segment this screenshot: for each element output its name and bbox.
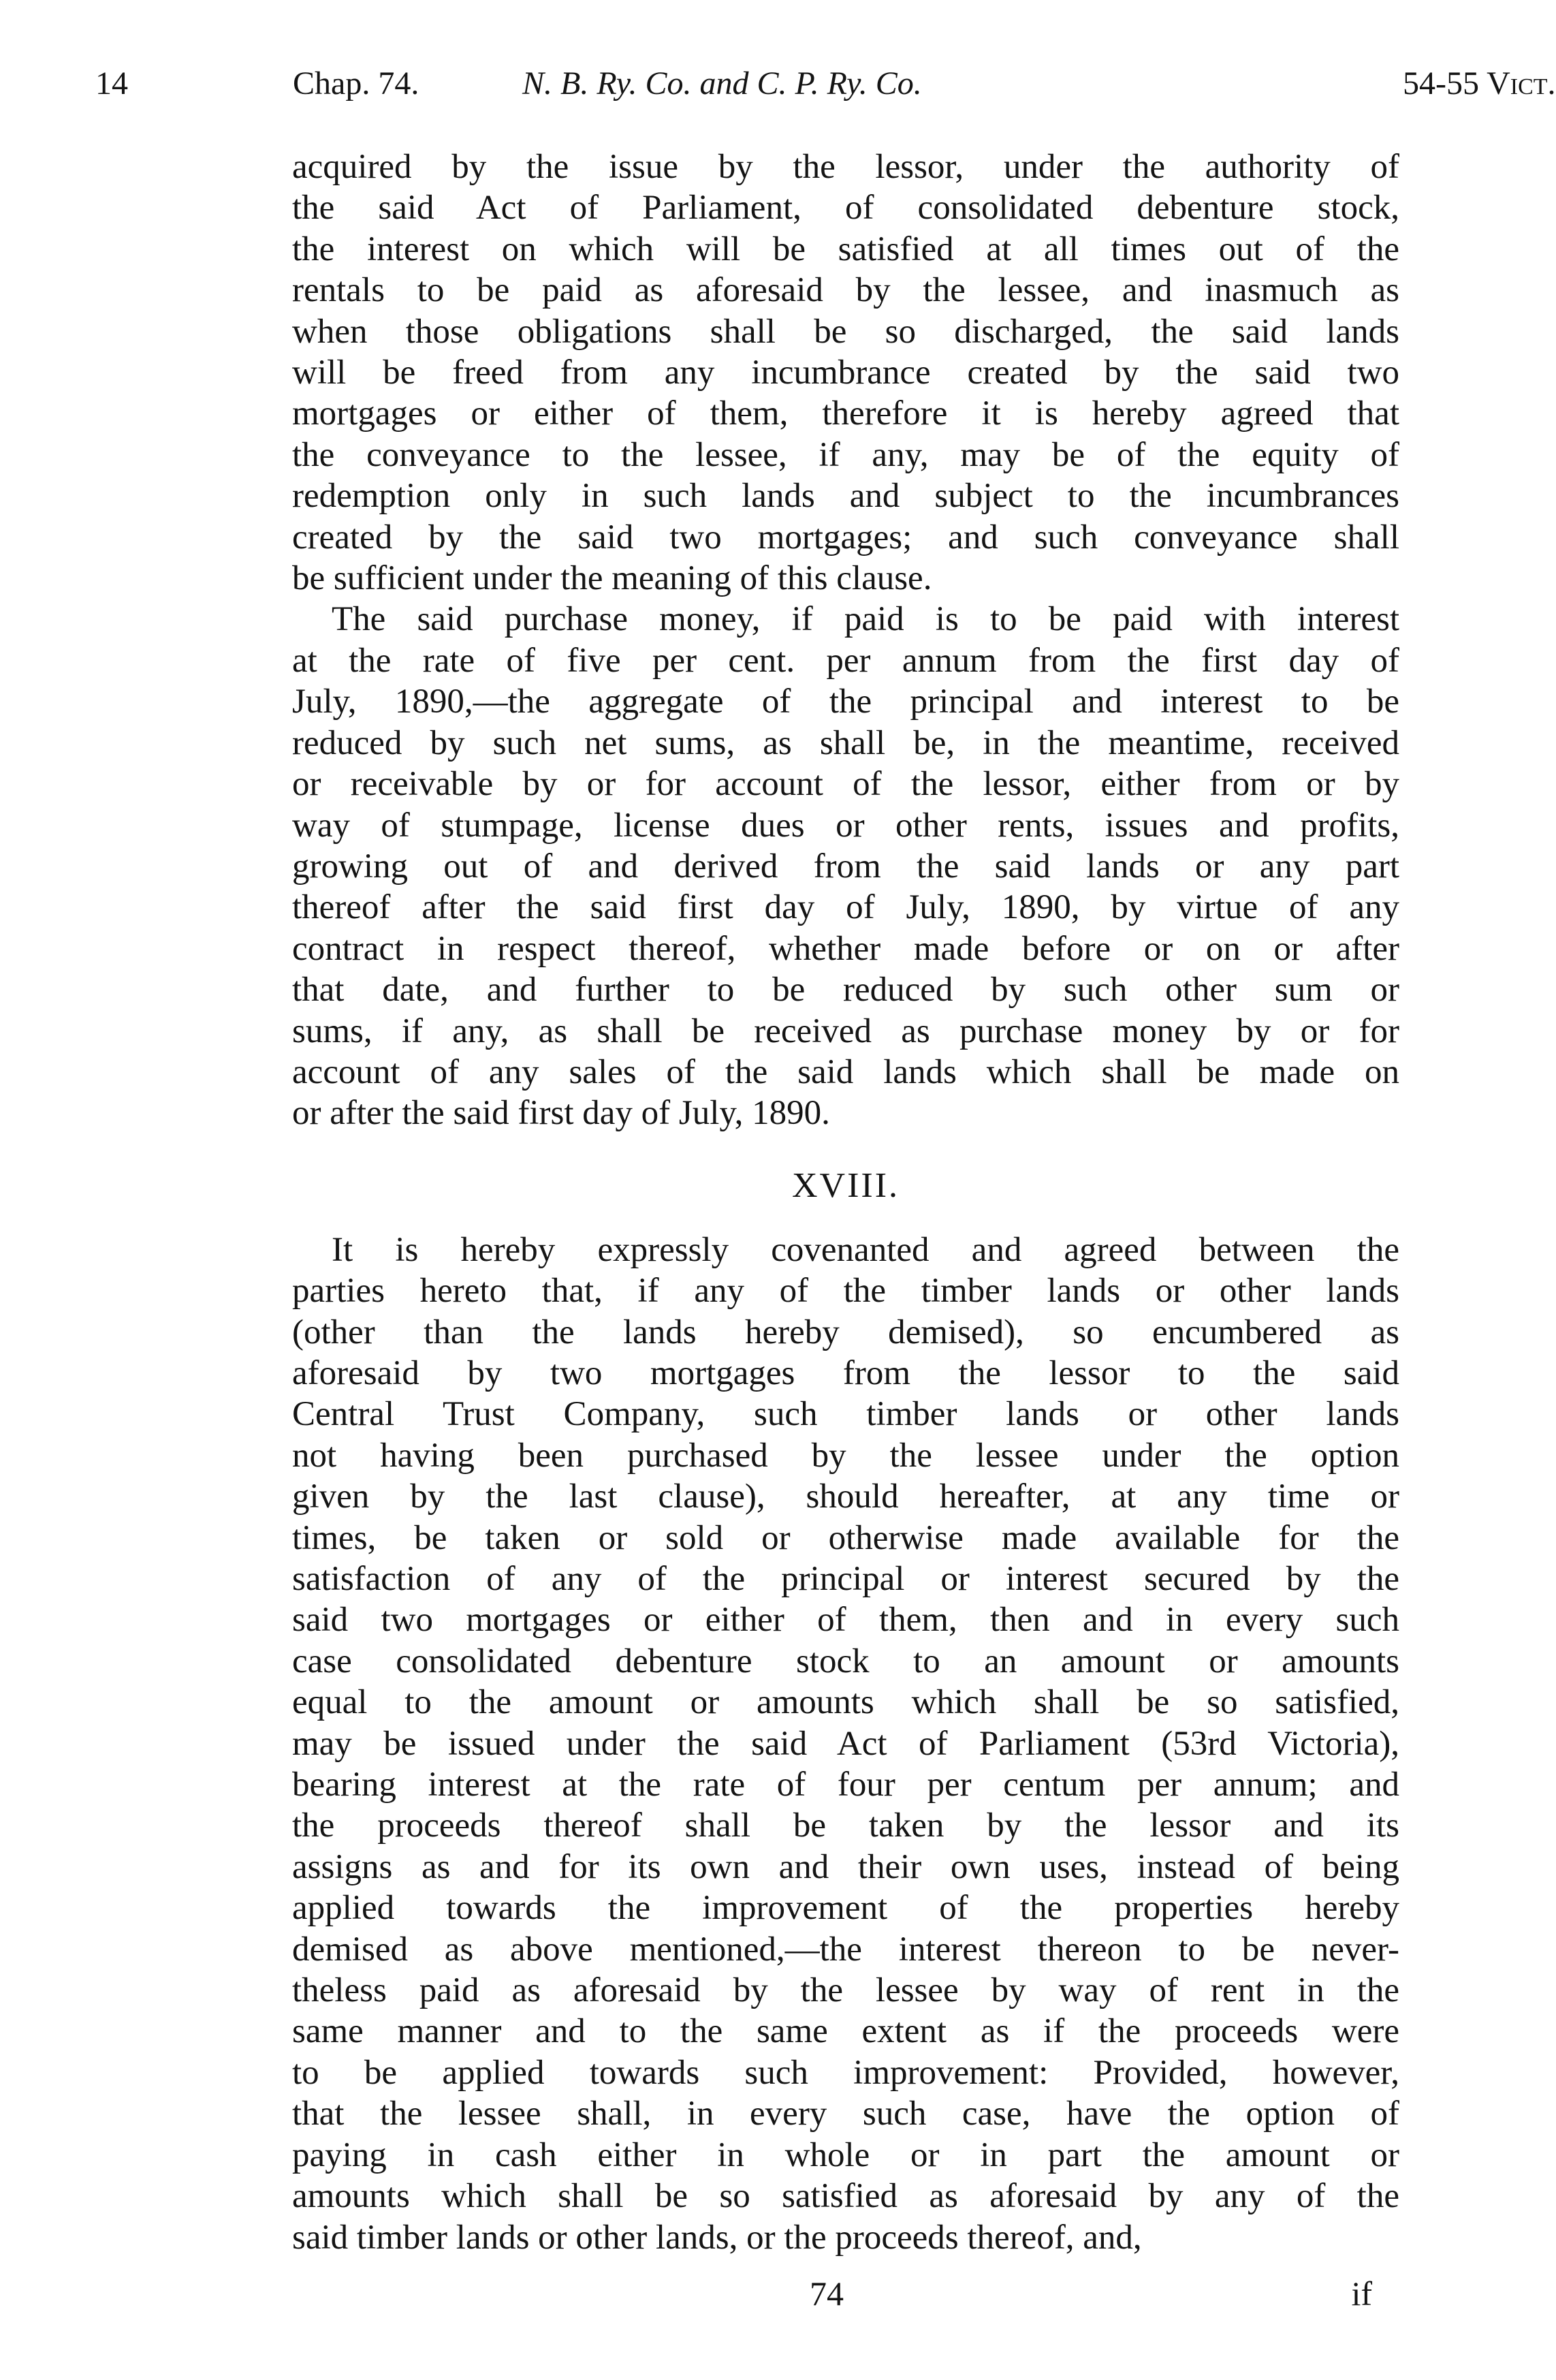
- paragraph-purchase-money: [292, 599, 1399, 1133]
- body-text: [292, 146, 1399, 2258]
- text-line: the said Act of Parliament, of consolidated debenture stock,: [292, 189, 1399, 228]
- text-line: assigns as and for its own and their own uses, instead of being: [292, 1847, 1399, 1886]
- text-line: said timber lands or other lands, or the proceeds thereof, and,: [292, 2218, 1142, 2257]
- text-line: satisfaction of any of the principal or interest secured by the: [292, 1560, 1399, 1598]
- text-line: redemption only in such lands and subject to the incumbrances: [292, 477, 1399, 516]
- text-line: at the rate of five per cent. per annum from the first day of: [292, 641, 1399, 680]
- text-line: account of any sales of the said lands which shall be made on: [292, 1052, 1399, 1091]
- text-line: paying in cash either in whole or in part the amount or: [292, 2135, 1399, 2174]
- paragraph-continued: [292, 146, 1399, 599]
- text-line: given by the last clause), should hereafter, at any time or: [292, 1477, 1399, 1516]
- text-line: case consolidated debenture stock to an amount or amounts: [292, 1642, 1399, 1680]
- running-title: N. B. Ry. Co. and C. P. Ry. Co.: [522, 65, 922, 101]
- text-line: created by the said two mortgages; and such conveyance shall: [292, 518, 1399, 557]
- text-line: growing out of and derived from the said lands or any part: [292, 847, 1399, 886]
- text-line: times, be taken or sold or otherwise made available for the: [292, 1518, 1399, 1557]
- text-line: the interest on which will be satisfied at all times out of the: [292, 230, 1399, 268]
- text-line: theless paid as aforesaid by the lessee by way of rent in the: [292, 1971, 1399, 2010]
- text-line: the proceeds thereof shall be taken by the lessor and its: [292, 1806, 1399, 1845]
- text-line: the conveyance to the lessee, if any, may be of the equity of: [292, 435, 1399, 474]
- text-line: to be applied towards such improvement: Provided, however,: [292, 2053, 1399, 2092]
- page-number: 14: [95, 65, 128, 101]
- text-line: when those obligations shall be so discharged, the said lands: [292, 312, 1399, 351]
- text-line: or receivable by or for account of the lessor, either from or by: [292, 765, 1399, 804]
- text-line: equal to the amount or amounts which shall be so satisfied,: [292, 1683, 1399, 1722]
- text-line: demised as above mentioned,—the interest thereon to be never-: [292, 1930, 1399, 1969]
- text-line: amounts which shall be so satisfied as aforesaid by any of the: [292, 2177, 1399, 2216]
- chapter-label: Chap. 74.: [293, 65, 419, 101]
- running-header: [95, 60, 1556, 108]
- text-line: It is hereby expressly covenanted and agreed between the: [332, 1230, 1399, 1269]
- text-line: July, 1890,—the aggregate of the principal and interest to be: [292, 683, 1399, 721]
- text-line: not having been purchased by the lessee under the option: [292, 1436, 1399, 1475]
- text-line: (other than the lands hereby demised), so encumbered as: [292, 1313, 1399, 1351]
- text-line: way of stumpage, license dues or other rents, issues and profits,: [292, 806, 1399, 845]
- text-line: acquired by the issue by the lessor, under the authority of: [292, 148, 1399, 186]
- text-line: The said purchase money, if paid is to be paid with interest: [332, 600, 1399, 639]
- paragraph-section-xviii: [292, 1230, 1399, 2258]
- text-line: that date, and further to be reduced by such other sum or: [292, 971, 1399, 1009]
- text-line: parties hereto that, if any of the timber lands or other lands: [292, 1272, 1399, 1311]
- text-line: sums, if any, as shall be received as purchase money by or for: [292, 1012, 1399, 1050]
- signature-mark: 74: [810, 2274, 844, 2313]
- text-line: Central Trust Company, such timber lands or other lands: [292, 1395, 1399, 1434]
- text-line: same manner and to the same extent as if the proceeds were: [292, 2012, 1399, 2051]
- text-line: rentals to be paid as aforesaid by the lessee, and inasmuch as: [292, 271, 1399, 310]
- text-line: or after the said first day of July, 1890.: [292, 1094, 830, 1133]
- text-line: may be issued under the said Act of Parliament (53rd Victoria),: [292, 1724, 1399, 1763]
- text-line: contract in respect thereof, whether made before or on or after: [292, 929, 1399, 968]
- page-footer: [292, 2272, 1399, 2315]
- section-heading: XVIII.: [791, 1165, 900, 1205]
- text-line: thereof after the said first day of July, 1890, by virtue of any: [292, 888, 1399, 927]
- text-line: reduced by such net sums, as shall be, in the meantime, received: [292, 723, 1399, 762]
- text-line: applied towards the improvement of the properties hereby: [292, 1889, 1399, 1928]
- regnal-year-text: 54-55 Vict.: [1403, 65, 1556, 101]
- text-line: be sufficient under the meaning of this clause.: [292, 559, 932, 598]
- catchword: if: [1351, 2274, 1372, 2313]
- text-line: will be freed from any incumbrance created by the said two: [292, 354, 1399, 392]
- text-line: mortgages or either of them, therefore it is hereby agreed that: [292, 394, 1399, 433]
- text-line: bearing interest at the rate of four per centum per annum; and: [292, 1766, 1399, 1804]
- text-line: said two mortgages or either of them, then and in every such: [292, 1601, 1399, 1640]
- text-line: that the lessee shall, in every such case, have the option of: [292, 2095, 1399, 2133]
- text-line: aforesaid by two mortgages from the lessor to the said: [292, 1353, 1399, 1392]
